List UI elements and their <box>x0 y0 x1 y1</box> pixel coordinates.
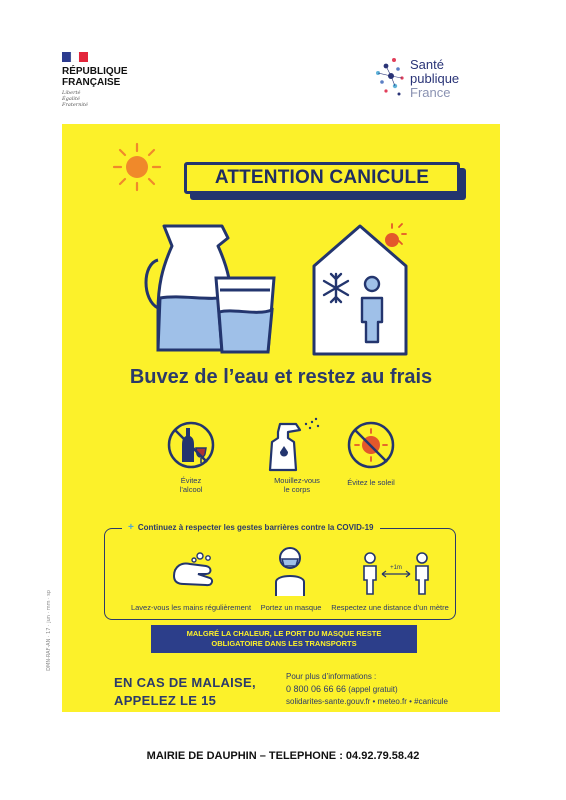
attention-canicule-banner <box>184 162 460 194</box>
emergency-call-text: EN CAS DE MALAISE, APPELEZ LE 15 <box>114 675 256 708</box>
hand-washing-icon <box>170 548 218 590</box>
marianne-flag-logo <box>62 52 88 62</box>
sun-icon <box>112 142 162 192</box>
sante-publique-france-dots-icon <box>372 56 406 102</box>
sante-publique-france-logo-text: Santé publique France <box>410 57 460 100</box>
distance-people-icon <box>360 550 432 596</box>
tip-label-sun: Évitez le soleil <box>347 478 395 487</box>
covid-title: + Continuez à respecter les gestes barrières contre la COVID-19 <box>122 522 380 533</box>
tip-label-alcohol: Évitez l’alcool <box>179 476 203 494</box>
plus-icon: + <box>128 522 134 533</box>
mask-transport-strip: MALGRÉ LA CHALEUR, LE PORT DU MASQUE RESTE OBLIGATOIRE DANS LES TRANSPORTS <box>151 625 417 653</box>
water-jug-and-glass-icon <box>142 216 280 356</box>
cool-house-icon <box>308 218 418 358</box>
republique-francaise-logo-text: RÉPUBLIQUE FRANÇAISE <box>62 66 128 88</box>
distance-label: +1m <box>390 565 402 571</box>
headline: Buvez de l’eau et restez au frais <box>129 366 433 388</box>
tip-label-wet-body: Mouillez-vous le corps <box>274 476 320 494</box>
republique-motto: Liberté Égalité Fraternité <box>62 90 88 108</box>
print-reference-code: DMN-RAF-AN · 17 · jun · mm · sp <box>46 590 52 671</box>
gesture-label-mask: Portez un masque <box>260 603 322 612</box>
no-sun-icon <box>346 418 396 472</box>
gesture-label-hands: Lavez-vous les mains régulièrement <box>130 603 252 612</box>
face-mask-person-icon <box>272 544 308 598</box>
info-phone: 0 800 06 66 66 <box>286 684 347 694</box>
no-alcohol-icon <box>166 418 216 472</box>
banner-title: ATTENTION CANICULE <box>214 167 430 188</box>
gesture-label-distance: Respectez une distance d’un mètre <box>331 603 449 612</box>
town-hall-footer: MAIRIE DE DAUPHIN – TELEPHONE : 04.92.79.58.42 <box>146 750 420 762</box>
spray-bottle-icon <box>266 414 324 474</box>
info-links: solidarites-sante.gouv.fr • meteo.fr • #canicule <box>286 697 448 706</box>
more-information-block: Pour plus d’informations : 0 800 06 66 66 (appel gratuit) solidarites-sante.gouv.fr • meteo.fr • #canicule <box>286 672 448 706</box>
